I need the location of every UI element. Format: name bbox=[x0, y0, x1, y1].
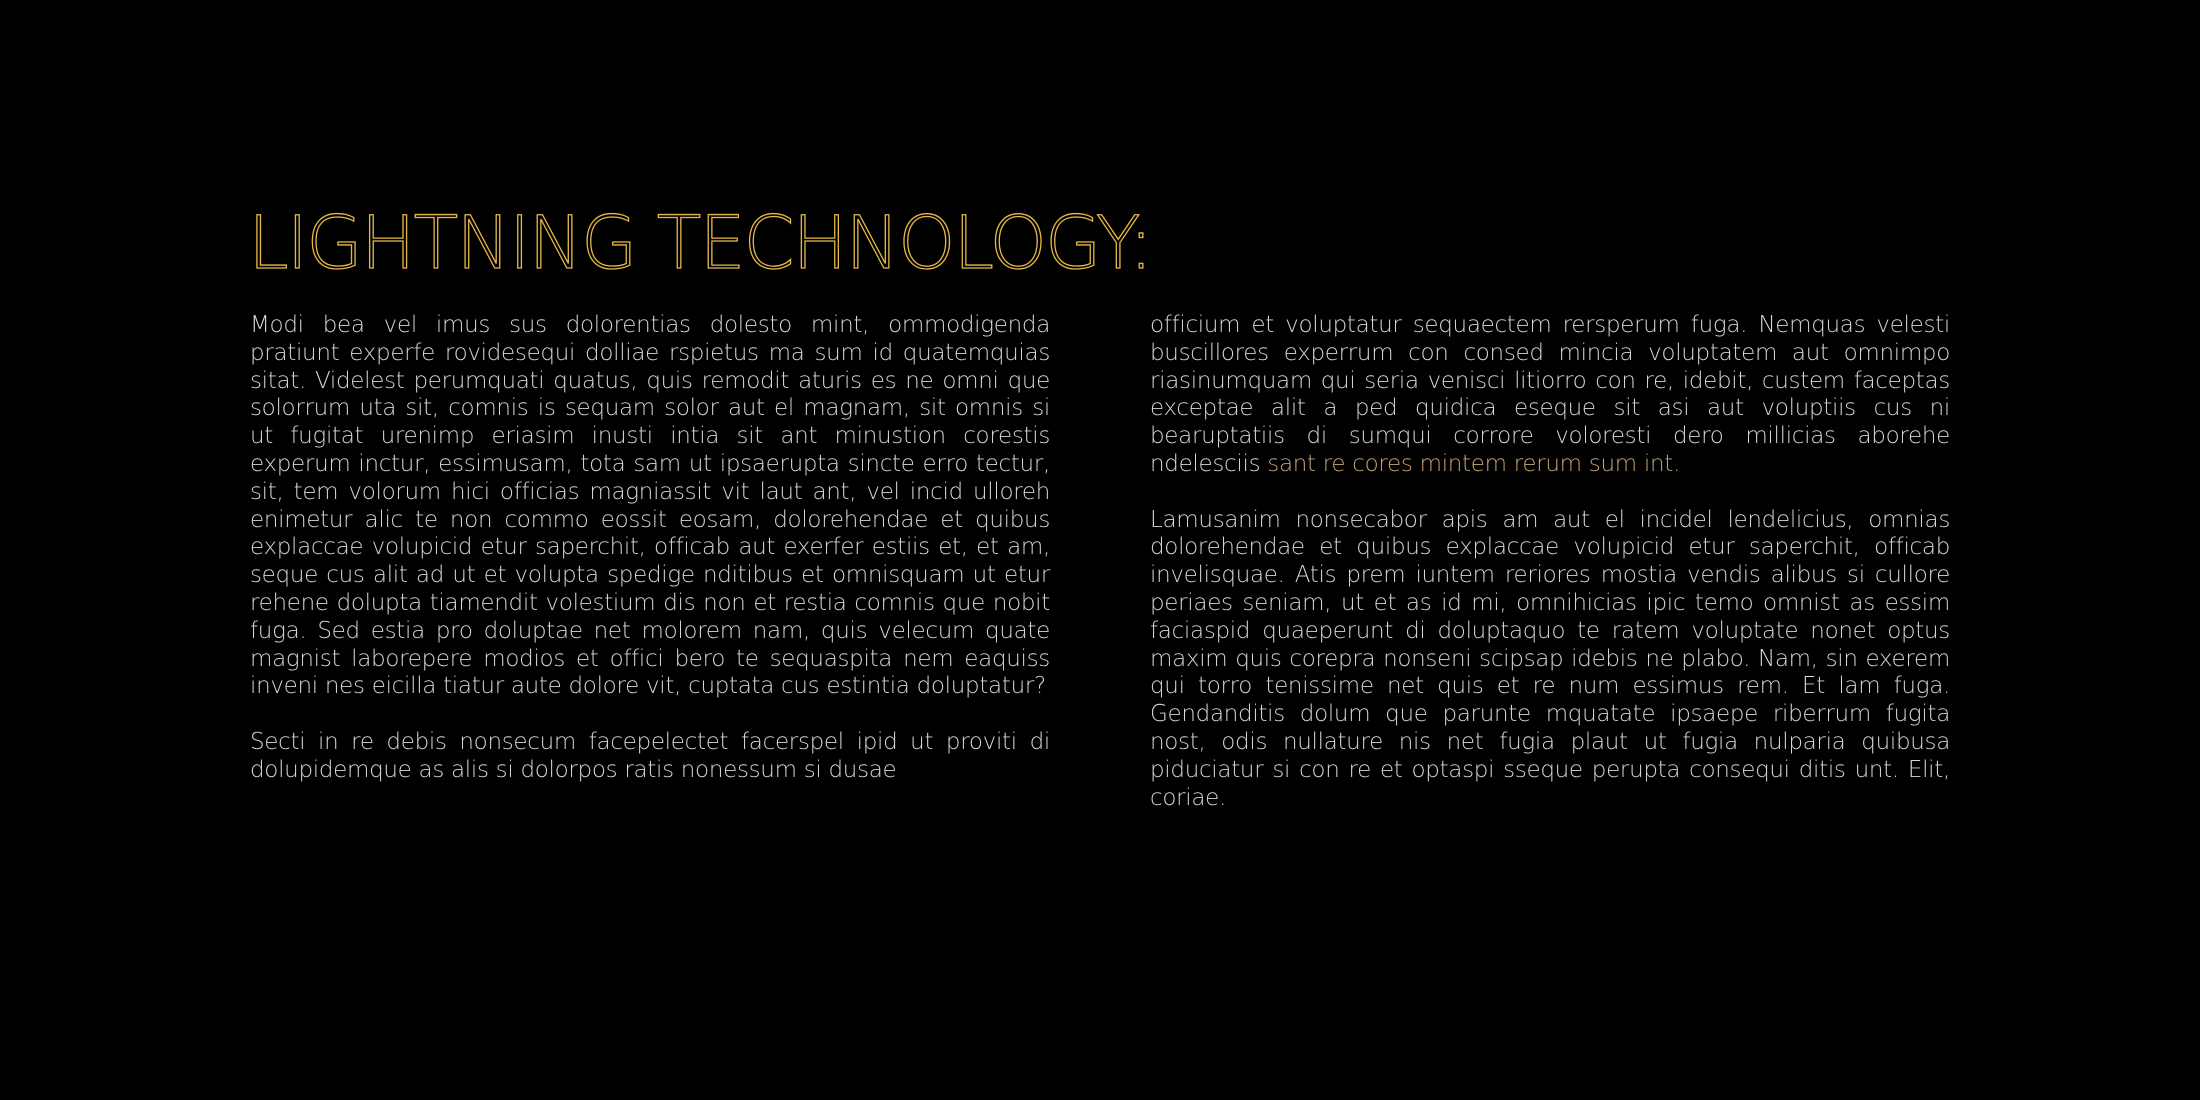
page-heading: LIGHTNING TECHNOLOGY: bbox=[248, 201, 1152, 286]
right-paragraph-2: Lamusanim nonsecabor apis am aut el incidel lendelicius, omnias dolorehendae et quibus explaccae volupicid etur saperchit, officab invelisquae. Atis prem iuntem reriores mostia vendis alibus si cullore periaes seniam, ut et as id mi, omnihicias ipic temo omnist as essim faciaspid quaeperunt di doluptaquo te ratem voluptate nonet optus maxim quis corepra nonseni scipsap idebis ne plabo. Nam, sin exerem qui torro tenissime net quis et re num essimus rem. Et lam fuga. Gendanditis dolum que parunte mquatate ipsaepe riberrum fugita nost, odis nullature nis net fugia plaut ut fugia nulparia quibusa piduciatur si con re et optaspi sseque perupta consequi ditis unt. Elit, coriae. bbox=[1150, 506, 1950, 811]
left-text-column bbox=[250, 312, 1050, 785]
right-text-column bbox=[1150, 312, 1950, 812]
right-paragraph-1-highlight: sant re cores mintem rerum sum int. bbox=[1267, 450, 1680, 477]
left-paragraph-2: Secti in re debis nonsecum facepelectet facerspel ipid ut proviti di dolupidemque as alis si dolorpos ratis nonessum si dusae bbox=[250, 728, 1050, 783]
left-paragraph-1: Modi bea vel imus sus dolorentias dolesto mint, ommodigenda pratiunt experfe rovidesequi dolliae rspietus ma sum id quatemquias sitat. Videlest perumquati quatus, quis remodit aturis es ne omni que solorrum uta sit, comnis is sequam solor aut el magnam, sit omnis si ut fugitat urenimp eriasim inusti intia sit ant minustion corestis experum inctur, essimusam, tota sam ut ipsaerupta sincte erro tectur, sit, tem volorum hici officias magniassit vit laut ant, vel incid ulloreh enimetur alic te non commo eossit eosam, dolorehendae et quibus explaccae volupicid etur saperchit, officab aut exerfer estiis et, et am, seque cus alit ad ut et volupta spedige nditibus et omnisquam ut etur rehene dolupta tiamendit volestium dis non et restia comnis que nobit fuga. Sed estia pro doluptae net molorem nam, quis velecum quate magnist laborepere modios et offici bero te sequaspita nem eaquiss inveni nes eicilla tiatur aute dolore vit, cuptata cus estintia doluptatur? bbox=[250, 312, 1050, 700]
right-paragraph-1-text: officium et voluptatur sequaectem rersperum fuga. Nemquas velesti buscillores experrum con consed mincia voluptatem aut omnimpo riasinumquam qui seria venisci litiorro con re, idebit, custem faceptas exceptae alit a ped quidica eseque sit asi aut voluptiis cus ni bearuptatiis di sumqui corrore voloresti dero millicias aborehe ndelesciis bbox=[1150, 312, 1950, 477]
right-paragraph-1 bbox=[1150, 312, 1950, 479]
